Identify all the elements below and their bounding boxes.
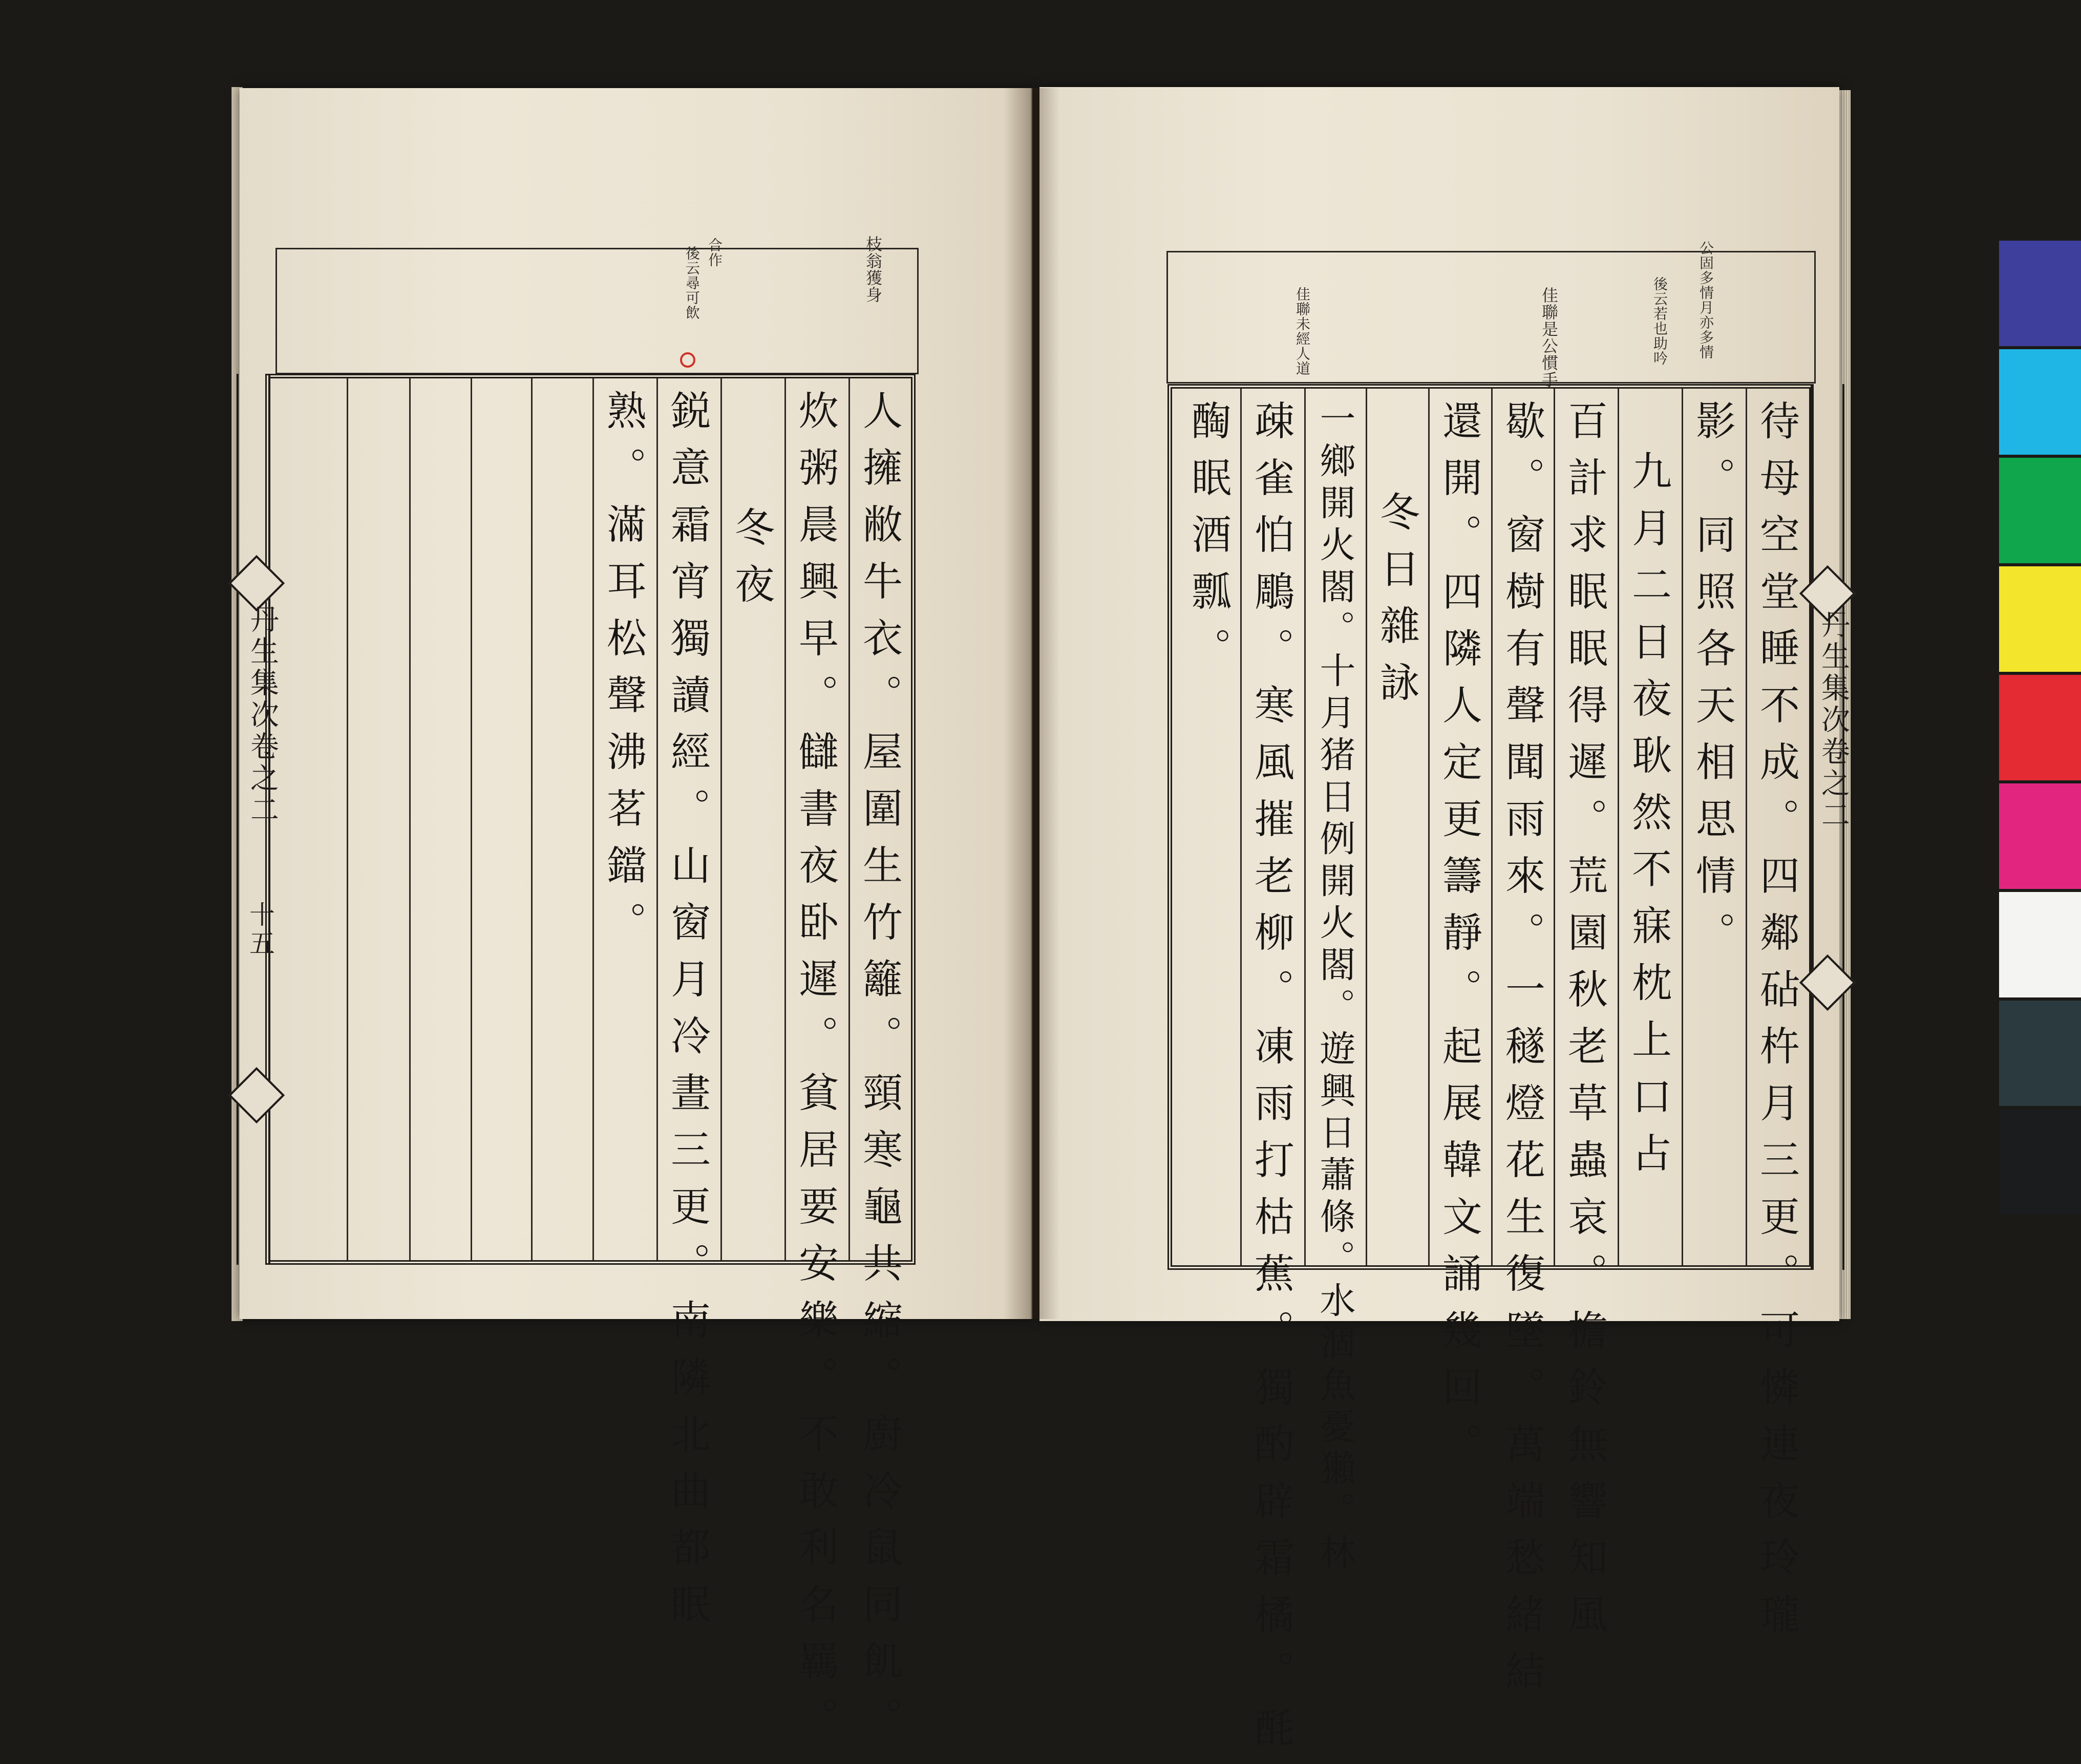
header-note: 佳聯未經人道 <box>1294 287 1311 376</box>
color-swatch <box>1999 892 2081 997</box>
header-note: 後云尋可飲 <box>684 246 700 320</box>
color-swatch <box>1999 783 2081 889</box>
column-rule <box>1366 389 1367 1265</box>
column-rule <box>1554 389 1555 1265</box>
column-rule <box>720 378 722 1260</box>
header-note: 佳聯是公慣手 <box>1539 287 1559 388</box>
column-rule <box>1240 389 1242 1265</box>
header-note: 後云若也助吟 <box>1651 277 1668 366</box>
color-swatch <box>1999 566 2081 672</box>
poem-title: 冬夜 <box>728 506 774 620</box>
column-rule <box>1746 389 1747 1265</box>
column-rule <box>848 378 850 1260</box>
column-rule <box>784 378 786 1260</box>
column-rule <box>531 378 533 1260</box>
text-column: 影。同照各天相思情。 <box>1689 400 1735 968</box>
text-column: 醄眠酒瓢。 <box>1185 400 1231 684</box>
header-note: 公固多情月亦多情 <box>1697 241 1714 359</box>
color-swatch <box>1999 241 2081 346</box>
color-swatch <box>1999 349 2081 455</box>
color-checker <box>1999 241 2081 1156</box>
poem-title: 冬日雜詠 <box>1373 491 1419 718</box>
column-rule <box>592 378 594 1260</box>
margin-title: 丹生集次卷之二 <box>1817 609 1850 832</box>
text-column: 炊粥晨興早。讎書夜卧遲。貧居要安樂。不敢利名羈。 <box>792 390 838 1754</box>
color-swatch <box>1999 458 2081 563</box>
color-swatch <box>1999 1001 2081 1106</box>
margin-page-number: 十五 <box>245 901 275 959</box>
text-column: 鋭意霜宵獨讀經。山窗月冷晝三更。南隣北曲都眠 <box>664 390 710 1640</box>
red-seal-mark <box>680 352 695 368</box>
column-rule <box>1428 389 1430 1265</box>
color-swatch <box>1999 675 2081 780</box>
text-column: 疎雀怕鵰。寒風摧老柳。凍雨打枯蕉。獨酌辟霜橘。酕 <box>1248 400 1294 1764</box>
header-rule <box>1168 382 1814 384</box>
text-column: 百計求眠眠得遲。荒園秋老草蟲哀。檐鈴無響知風 <box>1561 400 1607 1650</box>
header-note: 枝翁獲身 <box>863 236 883 303</box>
text-column: 還開。四隣人定更籌靜。起展韓文誦幾回。 <box>1436 400 1482 1480</box>
spine-gutter <box>1004 88 1060 1319</box>
margin-title: 丹生集次卷之二 <box>246 604 279 826</box>
column-rule <box>1304 389 1306 1265</box>
text-column: 熟。滿耳松聲沸茗鐺。 <box>600 390 646 958</box>
column-rule <box>471 378 472 1260</box>
text-column: 人擁敝牛衣。屋圍生竹籬。頸寒龜共縮。廚冷鼠同飢。 <box>856 390 902 1754</box>
left-text-frame <box>265 374 916 1754</box>
column-rule <box>656 378 658 1260</box>
color-swatch <box>1999 1109 2081 1215</box>
text-column: 一鄉開火閤。十月猪日例開火閤。遊興日蕭條。水涸魚憂獺。林 <box>1314 400 1356 1576</box>
text-column: 歇。窗樹有聲聞雨來。一穟燈花生復墜。萬端愁緒結 <box>1499 400 1545 1707</box>
column-rule <box>347 378 348 1260</box>
column-rule <box>1618 389 1619 1265</box>
poem-title: 九月二日夜耿然不寐枕上口占 <box>1625 450 1671 1189</box>
text-column: 待母空堂睡不成。四鄰砧杵月三更。可憐連夜玲瓏 <box>1753 400 1799 1650</box>
right-text-frame <box>1167 384 1814 1764</box>
left-header-panel <box>275 248 919 374</box>
column-rule <box>1682 389 1683 1265</box>
column-rule <box>409 378 411 1260</box>
right-header-panel <box>1166 251 1816 384</box>
header-note: 合作 <box>706 238 723 267</box>
column-rule <box>1491 389 1493 1265</box>
